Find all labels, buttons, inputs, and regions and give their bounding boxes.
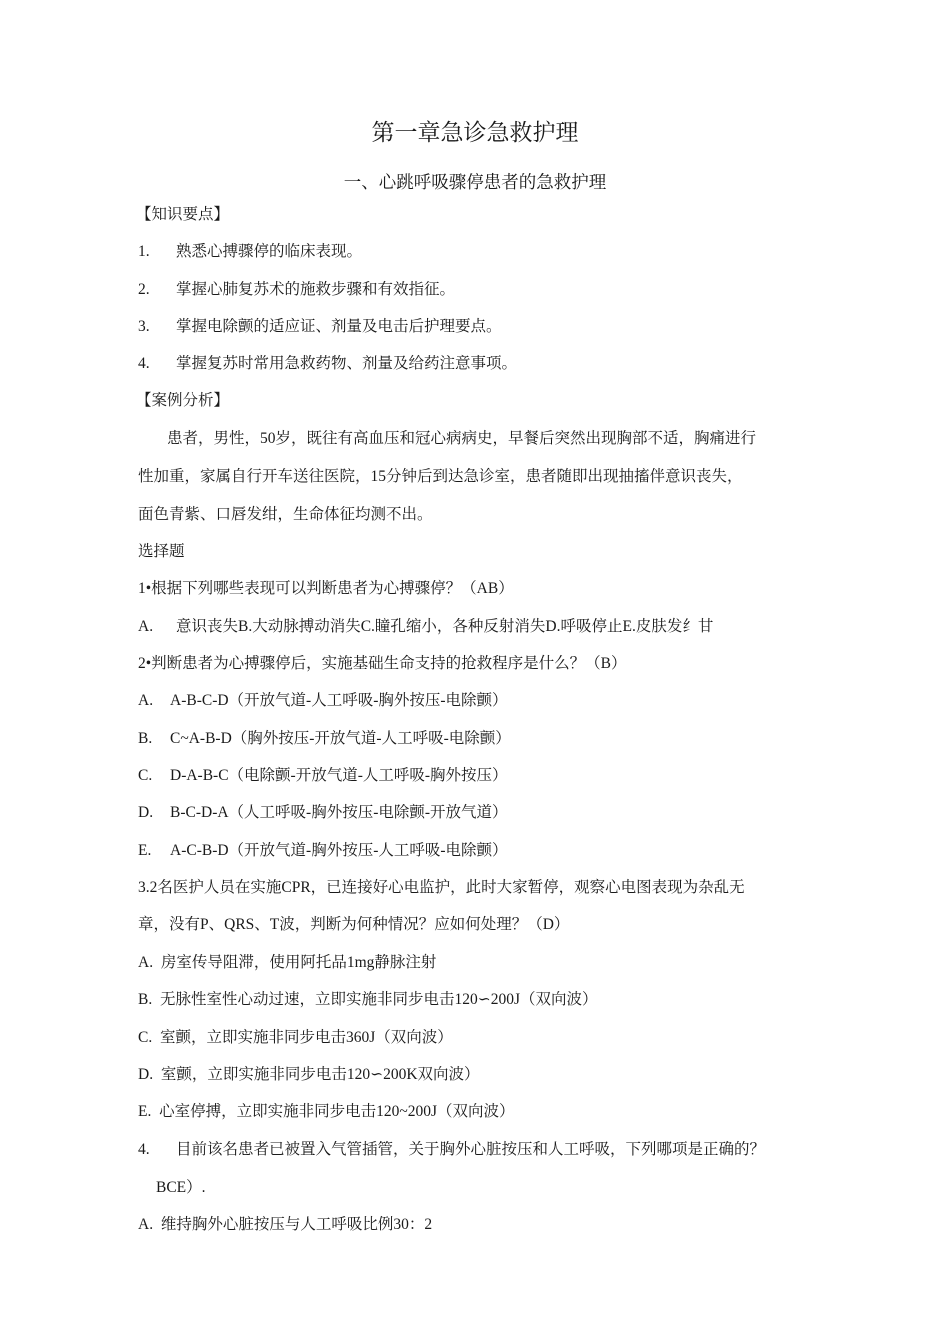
knowledge-point bbox=[138, 354, 517, 374]
question-option bbox=[138, 729, 511, 749]
list-number: 2. bbox=[138, 281, 150, 298]
list-number: 3. bbox=[138, 318, 150, 335]
question-option bbox=[138, 841, 508, 861]
question-option bbox=[138, 1215, 432, 1235]
question-option bbox=[138, 617, 713, 637]
choice-header: 选择题 bbox=[138, 543, 185, 560]
question-option bbox=[138, 1065, 480, 1085]
option-text: B-C-D-A（人工呼吸-胸外按压-电除颤-开放气道） bbox=[170, 804, 508, 821]
question-stem: BCE）. bbox=[156, 1179, 206, 1196]
question-stem bbox=[138, 1140, 765, 1160]
question-stem: 3.2名医护人员在实施CPR，已连接好心电监护，此时大家暂停，观察心电图表现为杂乱无 bbox=[138, 879, 745, 896]
option-letter: E. bbox=[138, 1103, 152, 1120]
question-stem: 2•判断患者为心搏骤停后，实施基础生命支持的抢救程序是什么？（B） bbox=[138, 655, 627, 672]
question-text: 目前该名患者已被置入气管插管，关于胸外心脏按压和人工呼吸，下列哪项是正确的？ bbox=[176, 1141, 766, 1158]
option-letter: B. bbox=[138, 991, 153, 1008]
option-letter: E. bbox=[138, 842, 152, 859]
option-letter: A. bbox=[138, 692, 154, 709]
option-letter: D. bbox=[138, 804, 154, 821]
question-option bbox=[138, 1028, 453, 1048]
list-text: 掌握心肺复苏术的施救步骤和有效指征。 bbox=[176, 281, 456, 298]
option-letter: D. bbox=[138, 1066, 154, 1083]
question-option bbox=[138, 1102, 515, 1122]
case-header: 【案例分析】 bbox=[136, 392, 230, 409]
option-letter: A. bbox=[138, 618, 154, 635]
option-letter: C. bbox=[138, 767, 153, 784]
question-option bbox=[138, 691, 508, 711]
option-text: 维持胸外心脏按压与人工呼吸比例30：2 bbox=[160, 1216, 433, 1233]
chapter-title: 第一章急诊急救护理 bbox=[371, 120, 579, 145]
section-subtitle: 一、心跳呼吸骤停患者的急救护理 bbox=[343, 172, 607, 192]
knowledge-point bbox=[138, 317, 502, 337]
question-option bbox=[138, 953, 436, 973]
question-option bbox=[138, 803, 508, 823]
list-number: 1. bbox=[138, 243, 150, 260]
option-letter: C. bbox=[138, 1029, 153, 1046]
option-text: 房室传导阻滞，使用阿托品1mg静脉注射 bbox=[160, 954, 437, 971]
case-paragraph-line: 性加重，家属自行开车送往医院，15分钟后到达急诊室，患者随即出现抽搐伴意识丧失， bbox=[138, 468, 743, 485]
option-text: 意识丧失B.大动脉搏动消失C.瞳孔缩小，各种反射消失D.呼吸停止E.皮肤发纟甘 bbox=[176, 618, 714, 635]
option-text: 无脉性室性心动过速，立即实施非同步电击120∽200J（双向波） bbox=[159, 991, 598, 1008]
case-paragraph-line: 患者，男性，50岁，既往有高血压和冠心病病史，早餐后突然出现胸部不适，胸痛进行 bbox=[167, 430, 757, 447]
option-letter: B. bbox=[138, 730, 153, 747]
list-text: 掌握电除颤的适应证、剂量及电击后护理要点。 bbox=[176, 318, 502, 335]
knowledge-point bbox=[138, 242, 362, 262]
option-text: 室颤，立即实施非同步电击360J（双向波） bbox=[159, 1029, 453, 1046]
option-text: C~A-B-D（胸外按压-开放气道-人工呼吸-电除颤） bbox=[170, 730, 511, 747]
option-letter: A. bbox=[138, 1216, 154, 1233]
option-text: A-C-B-D（开放气道-胸外按压-人工呼吸-电除颤） bbox=[170, 842, 508, 859]
list-text: 掌握复苏时常用急救药物、剂量及给药注意事项。 bbox=[176, 355, 518, 372]
question-stem: 1•根据下列哪些表现可以判断患者为心搏骤停？（AB） bbox=[138, 580, 514, 597]
option-letter: A. bbox=[138, 954, 154, 971]
knowledge-point bbox=[138, 280, 455, 300]
question-number: 4. bbox=[138, 1141, 150, 1158]
option-text: 心室停搏，立即实施非同步电击120~200J（双向波） bbox=[159, 1103, 515, 1120]
question-option bbox=[138, 990, 598, 1010]
question-stem: 章，没有P、QRS、T波，判断为何种情况？应如何处理？（D） bbox=[138, 916, 570, 933]
option-text: 室颤，立即实施非同步电击120∽200K双向波） bbox=[160, 1066, 480, 1083]
question-option bbox=[138, 766, 508, 786]
option-text: D-A-B-C（电除颤-开放气道-人工呼吸-胸外按压） bbox=[170, 767, 508, 784]
option-text: A-B-C-D（开放气道-人工呼吸-胸外按压-电除颤） bbox=[170, 692, 508, 709]
case-paragraph-line: 面色青紫、口唇发绀，生命体征均测不出。 bbox=[138, 506, 433, 523]
knowledge-header: 【知识要点】 bbox=[136, 206, 230, 223]
list-number: 4. bbox=[138, 355, 150, 372]
list-text: 熟悉心搏骤停的临床表现。 bbox=[176, 243, 363, 260]
